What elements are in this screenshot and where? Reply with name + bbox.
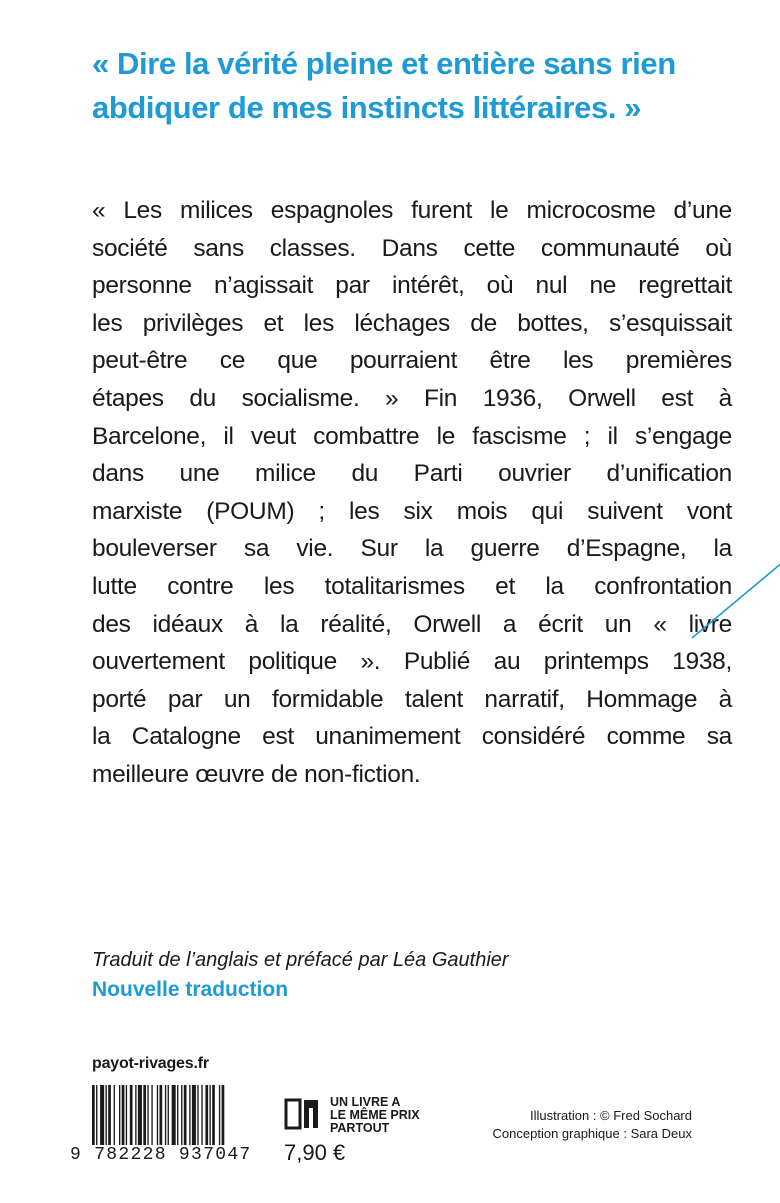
illustration-credit: Illustration : © Fred Sochard xyxy=(529,1108,692,1123)
description-line: marxiste (POUM) ; les six mois qui suivent vont xyxy=(92,497,732,525)
barcode xyxy=(92,1085,270,1145)
description-line: des idéaux à la réalité, Orwell a écrit un « livre xyxy=(92,610,732,638)
cover-credits xyxy=(493,1107,692,1143)
description-line: meilleure œuvre de non-fiction. xyxy=(92,760,421,788)
back-cover-quote xyxy=(92,42,742,130)
decorative-line-icon xyxy=(690,560,780,640)
book-description xyxy=(92,192,732,794)
description-line: lutte contre les totalitarismes et la confrontation xyxy=(92,572,732,600)
prix-text-line: LE MÊME PRIX xyxy=(330,1108,420,1122)
description-line: étapes du socialisme. » Fin 1936, Orwell est à xyxy=(92,384,732,412)
prix-text-line: UN LIVRE A xyxy=(330,1095,401,1109)
description-line: « Les milices espagnoles furent le microcosme d’une xyxy=(92,197,732,224)
prix-text-line: PARTOUT xyxy=(330,1121,390,1135)
isbn-number: 9 782228 937047 xyxy=(70,1145,252,1165)
description-line: porté par un formidable talent narratif, Hommage à xyxy=(92,685,732,713)
description-line: la Catalogne est unanimement considéré comme sa xyxy=(92,723,732,751)
quote-line: abdiquer de mes instincts littéraires. » xyxy=(92,90,642,125)
translator-credit: Traduit de l’anglais et préfacé par Léa Gauthier xyxy=(92,949,509,971)
description-line: société sans classes. Dans cette communauté où xyxy=(92,234,732,262)
design-credit: Conception graphique : Sara Deux xyxy=(492,1126,692,1141)
new-translation-label: Nouvelle traduction xyxy=(92,978,289,1001)
quote-line: « Dire la vérité pleine et entière sans rien xyxy=(92,46,676,81)
book-price: 7,90 € xyxy=(284,1140,346,1165)
prix-unique-logo-icon xyxy=(284,1096,322,1132)
description-line: ouvertement politique ». Publié au printemps 1938, xyxy=(92,648,732,676)
description-line: les privilèges et les léchages de bottes, s’esquissait xyxy=(92,309,732,337)
description-line: bouleverser sa vie. Sur la guerre d’Espagne, la xyxy=(92,535,732,563)
description-line: dans une milice du Parti ouvrier d’unification xyxy=(92,460,732,488)
description-line: personne n’agissait par intérêt, où nul ne regrettait xyxy=(92,272,732,300)
prix-unique-text xyxy=(330,1096,440,1135)
description-line: Barcelone, il veut combattre le fascisme ; il s’engage xyxy=(92,422,732,450)
description-line: peut-être ce que pourraient être les premières xyxy=(92,347,732,375)
publisher-website: payot-rivages.fr xyxy=(92,1055,209,1072)
